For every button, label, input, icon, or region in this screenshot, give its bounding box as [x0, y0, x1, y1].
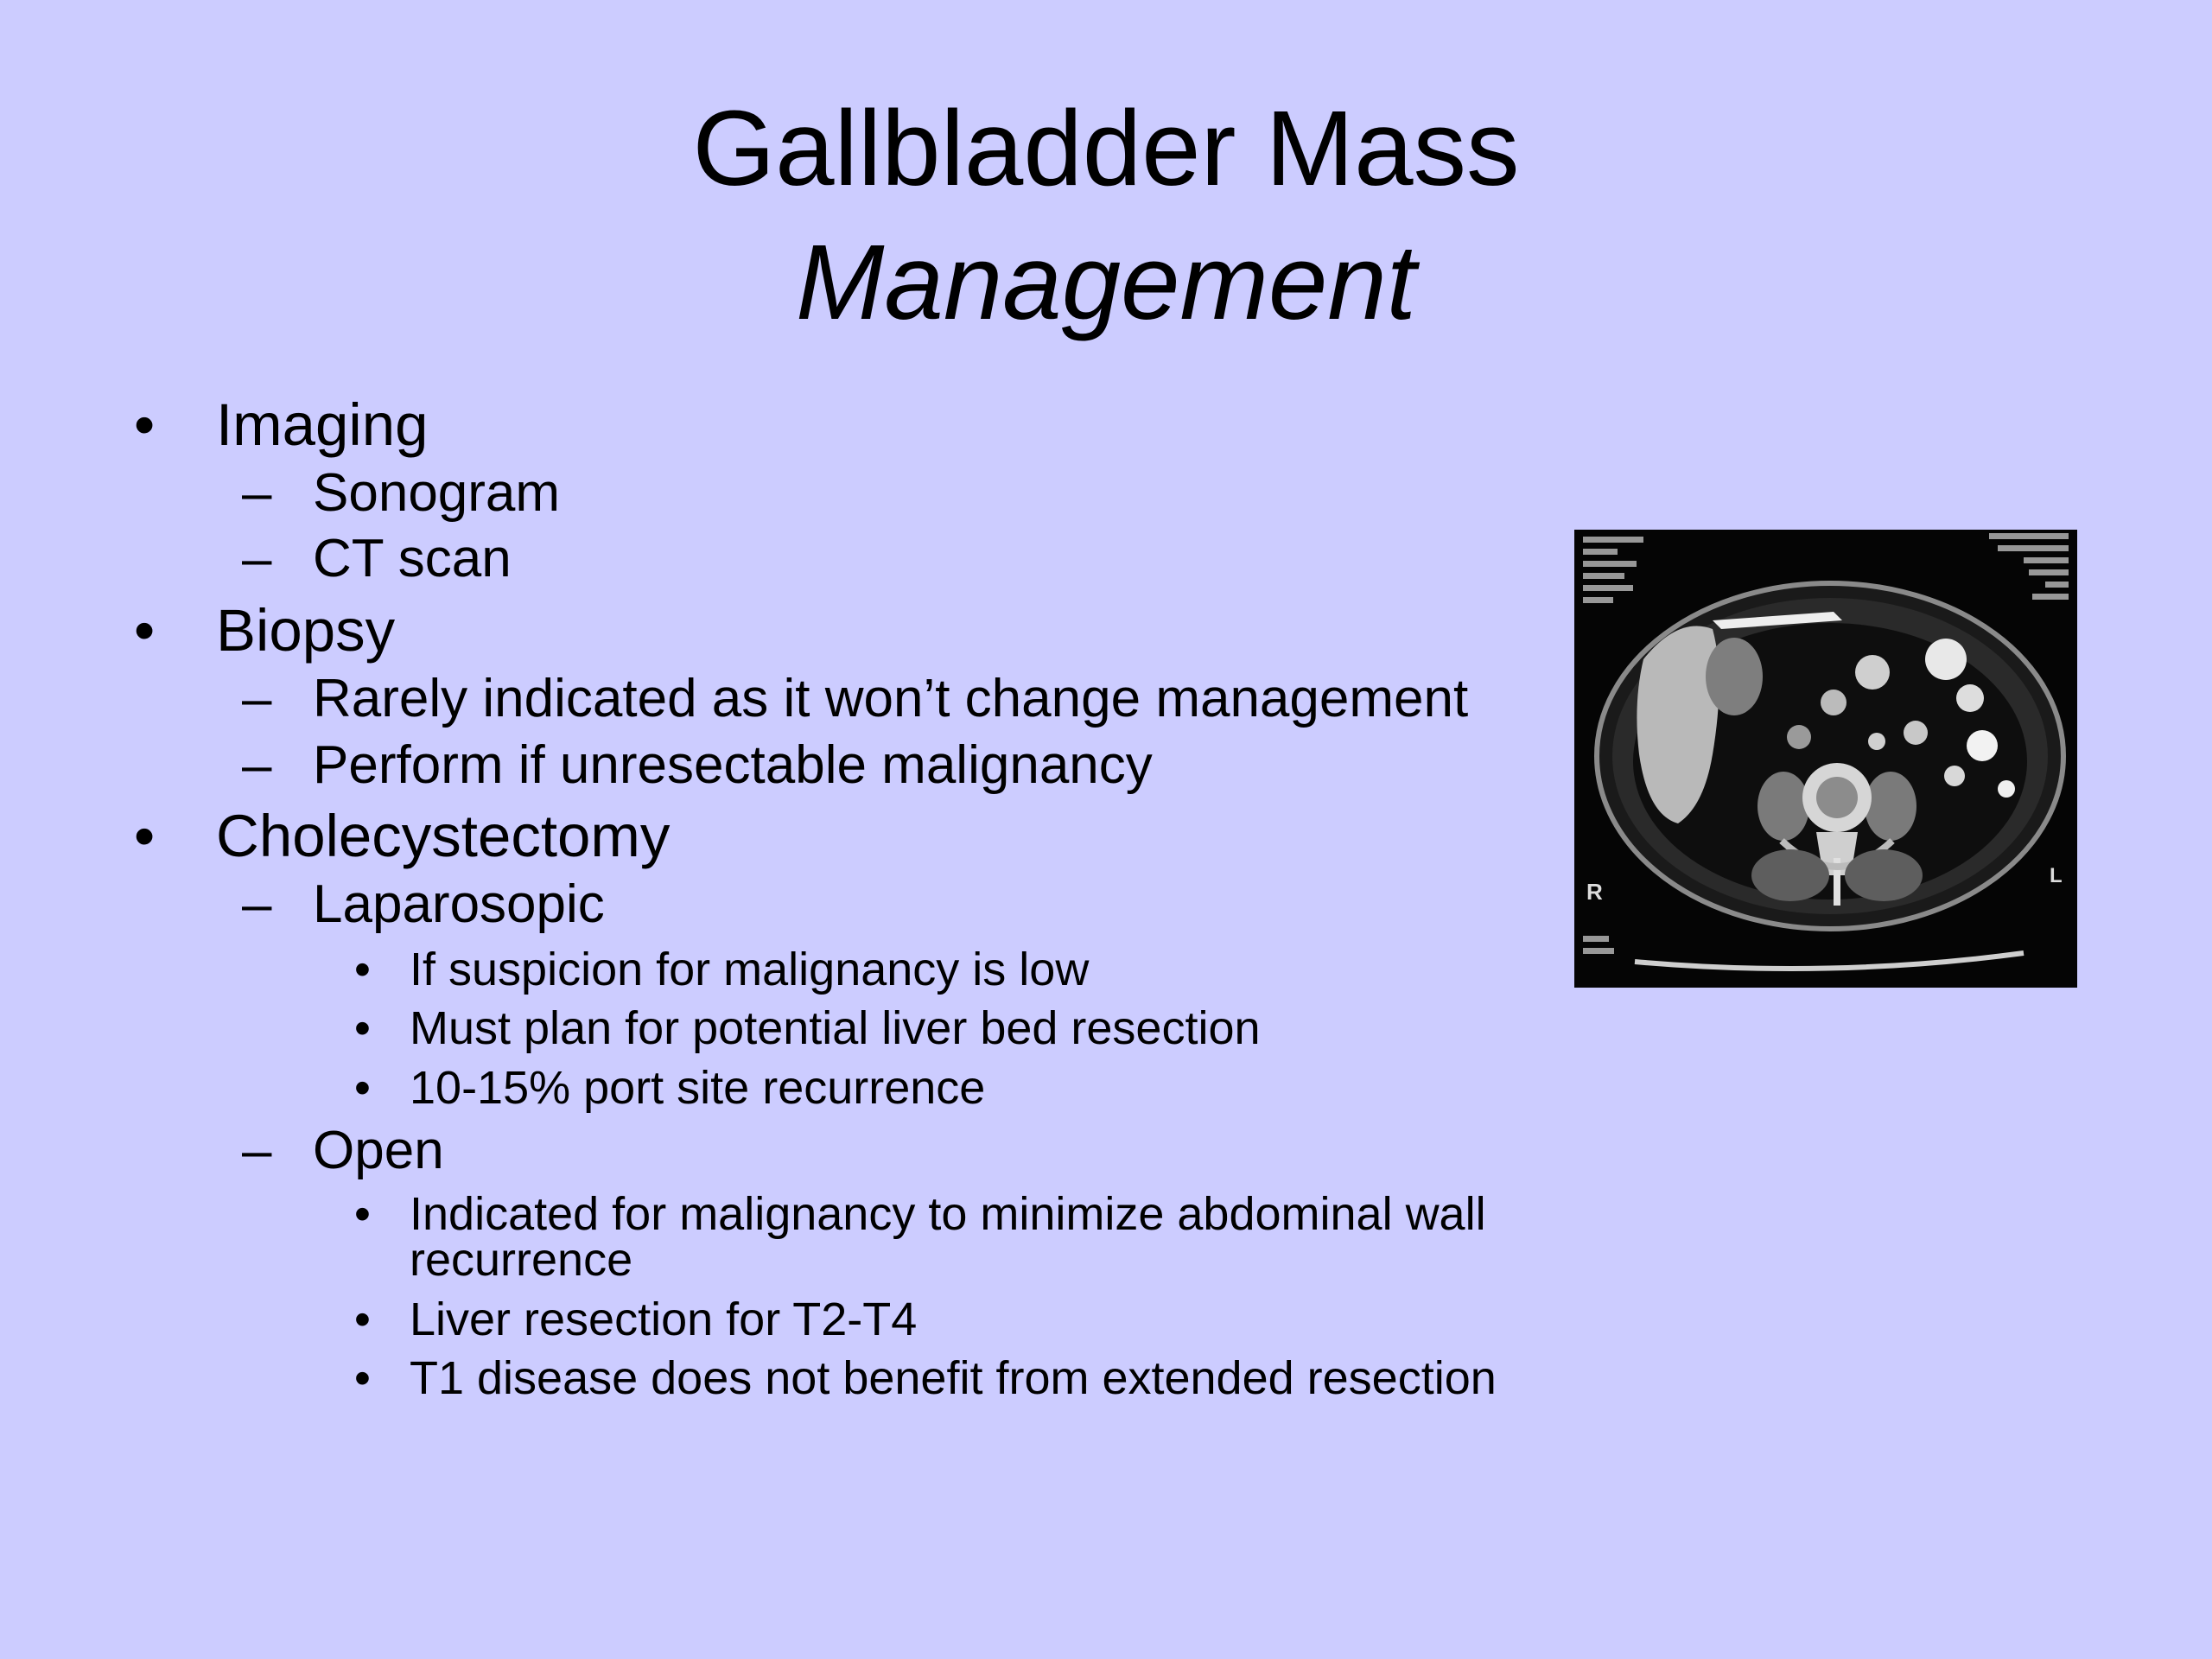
sub-rarely-indicated: Rarely indicated as it won’t change management	[313, 669, 1469, 728]
bullet-marker: •	[354, 1002, 371, 1054]
ct-label-right: R	[1586, 879, 1603, 905]
bullet-marker: •	[354, 944, 371, 995]
sub-open: Open	[313, 1121, 444, 1180]
bullet-cholecystectomy: Cholecystectomy	[216, 803, 671, 869]
point-suspicion-low: If suspicion for malignancy is low	[410, 944, 1090, 995]
sub-ct-scan: CT scan	[313, 529, 512, 588]
dash-marker: –	[242, 735, 272, 795]
bullet-marker: •	[354, 1294, 371, 1345]
dash-marker: –	[242, 669, 272, 728]
bullet-marker: •	[134, 597, 156, 664]
bullet-marker: •	[354, 1352, 371, 1404]
bullet-marker: •	[354, 1188, 371, 1240]
point-liver-bed: Must plan for potential liver bed resection	[410, 1002, 1261, 1054]
ct-scan-icon	[1574, 530, 2077, 988]
dash-marker: –	[242, 1121, 272, 1180]
title-line-2: Management	[796, 224, 1416, 342]
bullet-biopsy: Biopsy	[216, 597, 396, 664]
sub-perform-if: Perform if unresectable malignancy	[313, 735, 1153, 795]
point-port-site: 10-15% port site recurrence	[410, 1062, 986, 1114]
ct-label-left: L	[2050, 864, 2063, 887]
bullet-imaging: Imaging	[216, 391, 429, 458]
bullet-marker: •	[134, 803, 156, 869]
point-liver-resection: Liver resection for T2-T4	[410, 1294, 918, 1345]
sub-laparoscopic: Laparosopic	[313, 874, 605, 934]
title-line-1: Gallbladder Mass	[692, 90, 1520, 208]
dash-marker: –	[242, 874, 272, 934]
dash-marker: –	[242, 529, 272, 588]
bullet-marker: •	[134, 391, 156, 458]
point-indicated-malignancy: Indicated for malignancy to minimize abdominal wall	[410, 1188, 1486, 1240]
point-indicated-malignancy-cont: recurrence	[410, 1234, 633, 1286]
sub-sonogram: Sonogram	[313, 463, 561, 523]
dash-marker: –	[242, 463, 272, 523]
ct-scan-image	[1574, 530, 2077, 988]
bullet-marker: •	[354, 1062, 371, 1114]
point-t1-disease: T1 disease does not benefit from extended resection	[410, 1352, 1497, 1404]
